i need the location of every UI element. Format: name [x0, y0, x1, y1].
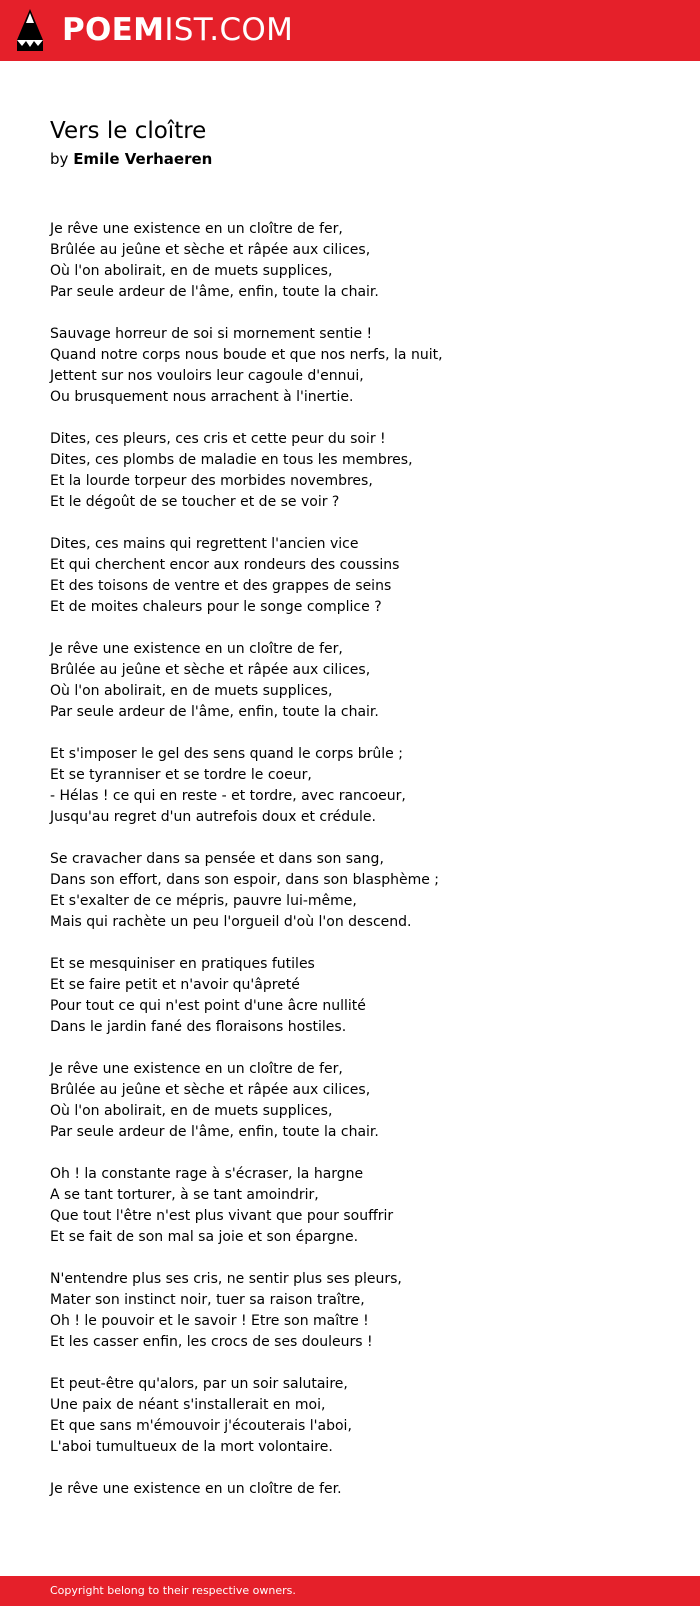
poem-line: Ou brusquement nous arrachent à l'inertie.	[50, 389, 354, 405]
poem-line: Où l'on abolirait, en de muets supplices,	[50, 263, 333, 279]
site-logo[interactable]	[62, 12, 293, 48]
poem-line: Dites, ces mains qui regrettent l'ancien vice	[50, 536, 359, 552]
poem-line: Jusqu'au regret d'un autrefois doux et crédule.	[50, 809, 376, 825]
copyright-text: Copyright belong to their respective owners.	[50, 1584, 296, 1597]
poem-line: Et des toisons de ventre et des grappes de seins	[50, 578, 392, 594]
stanza	[50, 324, 650, 408]
stanza	[50, 1374, 650, 1458]
poem-line: Où l'on abolirait, en de muets supplices,	[50, 683, 333, 699]
poem-line: Et peut-être qu'alors, par un soir salutaire,	[50, 1376, 348, 1392]
poem-line: Et se fait de son mal sa joie et son épargne.	[50, 1229, 359, 1245]
poem-line: - Hélas ! ce qui en reste - et tordre, avec rancoeur,	[50, 788, 406, 804]
poem-line: Pour tout ce qui n'est point d'une âcre nullité	[50, 998, 366, 1014]
poem-line: N'entendre plus ses cris, ne sentir plus ses pleurs,	[50, 1271, 402, 1287]
poem-line: Dans le jardin fané des floraisons hostiles.	[50, 1019, 347, 1035]
stanza	[50, 1059, 650, 1143]
poem-line: Et les casser enfin, les crocs de ses douleurs !	[50, 1334, 373, 1350]
poem-line: Et la lourde torpeur des morbides novembres,	[50, 473, 373, 489]
poem-line: Brûlée au jeûne et sèche et râpée aux cilices,	[50, 662, 371, 678]
stanza	[50, 219, 650, 303]
poem-line: Et de moites chaleurs pour le songe complice ?	[50, 599, 382, 615]
stanza	[50, 954, 650, 1038]
poem-body	[50, 219, 650, 1521]
poem-line: Je rêve une existence en un cloître de fer,	[50, 641, 343, 657]
poem-line: Oh ! la constante rage à s'écraser, la hargne	[50, 1166, 364, 1182]
poem-line: Je rêve une existence en un cloître de fer,	[50, 1061, 343, 1077]
poem-line: Brûlée au jeûne et sèche et râpée aux cilices,	[50, 242, 371, 258]
top-bar	[0, 0, 700, 61]
stanza	[50, 639, 650, 723]
stanza	[50, 1164, 650, 1248]
poem-line: Et s'exalter de ce mépris, pauvre lui-même,	[50, 893, 357, 909]
poem-line: Et que sans m'émouvoir j'écouterais l'aboi,	[50, 1418, 352, 1434]
byline	[50, 148, 212, 170]
poem-line: Oh ! le pouvoir et le savoir ! Etre son maître !	[50, 1313, 369, 1329]
poem-line: Jettent sur nos vouloirs leur cagoule d'ennui,	[50, 368, 364, 384]
poem-line: Et se faire petit et n'avoir qu'âpreté	[50, 977, 300, 993]
poem-line: Dans son effort, dans son espoir, dans son blasphème ;	[50, 872, 440, 888]
poem-line: A se tant torturer, à se tant amoindrir,	[50, 1187, 319, 1203]
stanza	[50, 744, 650, 828]
poem-line: Par seule ardeur de l'âme, enfin, toute la chair.	[50, 704, 379, 720]
stanza	[50, 1479, 650, 1500]
stanza	[50, 534, 650, 618]
poem-line: Dites, ces pleurs, ces cris et cette peur du soir !	[50, 431, 386, 447]
by-label: by	[50, 150, 69, 168]
poem-line: Mater son instinct noir, tuer sa raison traître,	[50, 1292, 365, 1308]
poem-line: Sauvage horreur de soi si mornement sentie !	[50, 326, 373, 342]
poem-line: Quand notre corps nous boude et que nos nerfs, la nuit,	[50, 347, 443, 363]
stanza	[50, 849, 650, 933]
poem-line: Par seule ardeur de l'âme, enfin, toute la chair.	[50, 284, 379, 300]
poem-line: Où l'on abolirait, en de muets supplices,	[50, 1103, 333, 1119]
poem-line: Dites, ces plombs de maladie en tous les membres,	[50, 452, 413, 468]
logo-light: IST.COM	[164, 12, 294, 48]
footer-bar	[0, 1576, 700, 1606]
logo-bold: POEM	[62, 12, 165, 48]
pencil-icon[interactable]	[17, 9, 43, 51]
poem-line: Brûlée au jeûne et sèche et râpée aux cilices,	[50, 1082, 371, 1098]
poem-line: Et s'imposer le gel des sens quand le corps brûle ;	[50, 746, 403, 762]
poem-line: Je rêve une existence en un cloître de fer.	[50, 1481, 342, 1497]
poem-line: Et se mesquiniser en pratiques futiles	[50, 956, 315, 972]
poem-line: Se cravacher dans sa pensée et dans son sang,	[50, 851, 384, 867]
poem-line: Et le dégoût de se toucher et de se voir ?	[50, 494, 340, 510]
stanza	[50, 429, 650, 513]
poem-line: Et qui cherchent encor aux rondeurs des coussins	[50, 557, 400, 573]
poem-line: Par seule ardeur de l'âme, enfin, toute la chair.	[50, 1124, 379, 1140]
stanza	[50, 1269, 650, 1353]
poem-title: Vers le cloître	[50, 118, 207, 144]
poem-line: Que tout l'être n'est plus vivant que pour souffrir	[50, 1208, 394, 1224]
poem-line: L'aboi tumultueux de la mort volontaire.	[50, 1439, 333, 1455]
poem-line: Et se tyranniser et se tordre le coeur,	[50, 767, 312, 783]
poem-line: Je rêve une existence en un cloître de fer,	[50, 221, 343, 237]
poem-line: Mais qui rachète un peu l'orgueil d'où l'on descend.	[50, 914, 412, 930]
author-name: Emile Verhaeren	[73, 150, 213, 168]
poem-line: Une paix de néant s'installerait en moi,	[50, 1397, 326, 1413]
